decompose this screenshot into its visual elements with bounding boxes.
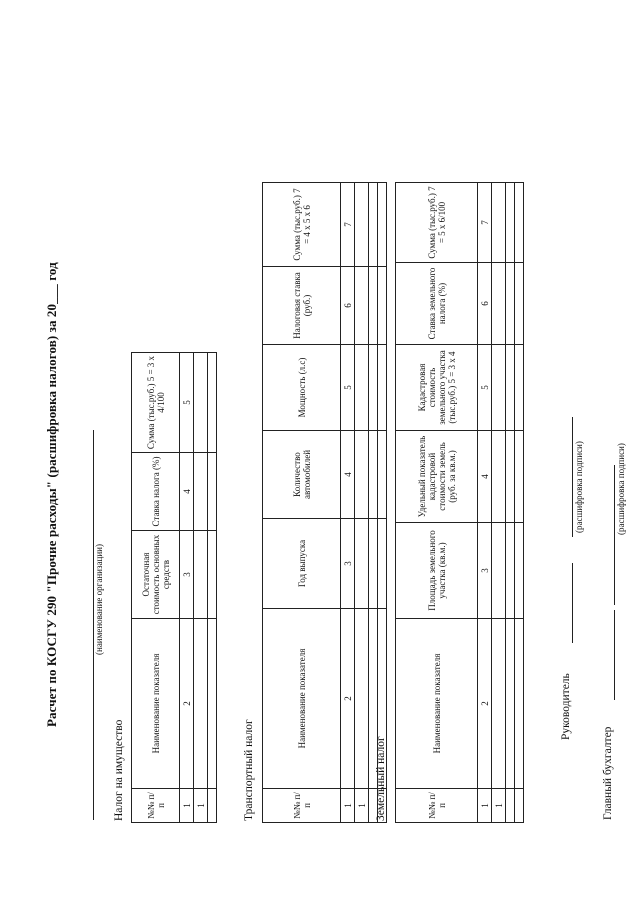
column-number-cell: 5 [341, 345, 355, 431]
table-row [208, 353, 217, 823]
empty-cell [506, 619, 515, 789]
empty-cell [194, 453, 208, 531]
table-row [369, 183, 378, 823]
accountant-name-line [614, 465, 615, 605]
header-specific-cadastral-value: Удельный показатель кадастровой стоимости земель (руб. за кв.м.) [396, 431, 478, 523]
empty-cell [355, 609, 369, 789]
empty-cell [355, 431, 369, 519]
empty-cell [194, 619, 208, 789]
header-amount: Сумма (тыс.руб.) 5 = 3 х 4/100 [132, 353, 180, 453]
empty-cell [194, 531, 208, 619]
column-number-cell: 5 [478, 345, 492, 431]
empty-cell [355, 345, 369, 431]
director-name-line [572, 417, 573, 537]
property-tax-table [131, 352, 217, 823]
header-year: Год выпуска [263, 519, 341, 609]
empty-cell [515, 523, 524, 619]
header-amount: Сумма (тыс.руб.) 7 = 4 х 5 х 6 [263, 183, 341, 267]
empty-cell [378, 345, 387, 431]
column-number-cell: 1 [478, 789, 492, 823]
accountant-label: Главный бухгалтер [602, 726, 614, 820]
empty-cell [378, 183, 387, 267]
empty-cell [506, 345, 515, 431]
property-tax-heading: Налог на имущество [113, 719, 125, 821]
director-signature-line [572, 563, 573, 643]
column-number-cell: 3 [478, 523, 492, 619]
empty-cell [369, 519, 378, 609]
transport-tax-header-row [263, 183, 341, 823]
header-area: Площадь земельного участка (кв.м.) [396, 523, 478, 619]
director-name-caption: (расшифровка подписи) [574, 441, 584, 533]
transport-tax-table [262, 182, 387, 823]
column-number-cell: 1 [180, 789, 194, 823]
table-row [506, 183, 515, 823]
empty-cell [492, 183, 506, 263]
empty-cell [515, 183, 524, 263]
header-tax-rate: Налоговая ставка (руб.) [263, 267, 341, 345]
column-number-cell: 2 [478, 619, 492, 789]
header-indicator: Наименование показателя [263, 609, 341, 789]
empty-cell [208, 789, 217, 823]
empty-cell [515, 789, 524, 823]
empty-cell [369, 183, 378, 267]
empty-cell [378, 431, 387, 519]
header-indicator: Наименование показателя [396, 619, 478, 789]
empty-cell [506, 263, 515, 345]
header-amount: Сумма (тыс.руб.) 7 = 5 х 6/100 [396, 183, 478, 263]
empty-cell [369, 431, 378, 519]
land-tax-number-row [478, 183, 492, 823]
empty-cell [208, 531, 217, 619]
header-number: №№ п/п [396, 789, 478, 823]
column-number-cell: 3 [341, 519, 355, 609]
header-cadastral-value: Кадастровая стоимость земельного участка (тыс.руб.) 5 = 3 х 4 [396, 345, 478, 431]
empty-cell [515, 431, 524, 523]
page-title: Расчет по КОСГУ 290 "Прочие расходы" (расшифровка налогов) за 20___ год [44, 262, 59, 727]
empty-cell [208, 619, 217, 789]
header-car-count: Количество автомобилей [263, 431, 341, 519]
accountant-name-caption: (расшифровка подписи) [616, 443, 626, 535]
empty-cell [506, 183, 515, 263]
empty-cell [506, 523, 515, 619]
header-residual-value: Остаточная стоимость основных средств [132, 531, 180, 619]
header-power: Мощность (л.с) [263, 345, 341, 431]
table-row [492, 183, 506, 823]
header-number: №№ п/п [132, 789, 180, 823]
row-number-cell: 1 [194, 789, 208, 823]
empty-cell [492, 263, 506, 345]
land-tax-heading: Земельный налог [375, 736, 387, 821]
property-tax-number-row [180, 353, 194, 823]
column-number-cell: 7 [341, 183, 355, 267]
row-number-cell: 1 [355, 789, 369, 823]
column-number-cell: 2 [341, 609, 355, 789]
empty-cell [355, 267, 369, 345]
empty-cell [506, 431, 515, 523]
empty-cell [515, 263, 524, 345]
empty-cell [492, 523, 506, 619]
empty-cell [355, 183, 369, 267]
column-number-cell: 4 [180, 453, 194, 531]
transport-tax-number-row [341, 183, 355, 823]
property-tax-header-row [132, 353, 180, 823]
header-indicator: Наименование показателя [132, 619, 180, 789]
column-number-cell: 4 [478, 431, 492, 523]
header-land-tax-rate: Ставка земельного налога (%) [396, 263, 478, 345]
transport-tax-heading: Транспортный налог [243, 719, 255, 821]
accountant-signature-line [614, 610, 615, 700]
director-label: Руководитель [560, 673, 572, 740]
empty-cell [515, 345, 524, 431]
empty-cell [378, 267, 387, 345]
empty-cell [208, 453, 217, 531]
column-number-cell: 6 [341, 267, 355, 345]
org-name-caption: (наименование организации) [94, 544, 104, 655]
column-number-cell: 2 [180, 619, 194, 789]
empty-cell [355, 519, 369, 609]
column-number-cell: 1 [341, 789, 355, 823]
land-tax-header-row [396, 183, 478, 823]
table-row [378, 183, 387, 823]
empty-cell [369, 267, 378, 345]
empty-cell [194, 353, 208, 453]
empty-cell [492, 345, 506, 431]
empty-cell [492, 619, 506, 789]
land-tax-table [395, 182, 524, 823]
column-number-cell: 3 [180, 531, 194, 619]
header-tax-rate: Ставка налога (%) [132, 453, 180, 531]
empty-cell [369, 345, 378, 431]
table-row [355, 183, 369, 823]
column-number-cell: 5 [180, 353, 194, 453]
empty-cell [378, 519, 387, 609]
column-number-cell: 4 [341, 431, 355, 519]
table-row [515, 183, 524, 823]
empty-cell [208, 353, 217, 453]
column-number-cell: 7 [478, 183, 492, 263]
header-number: №№ п/п [263, 789, 341, 823]
row-number-cell: 1 [492, 789, 506, 823]
column-number-cell: 6 [478, 263, 492, 345]
empty-cell [515, 619, 524, 789]
empty-cell [506, 789, 515, 823]
table-row [194, 353, 208, 823]
empty-cell [492, 431, 506, 523]
